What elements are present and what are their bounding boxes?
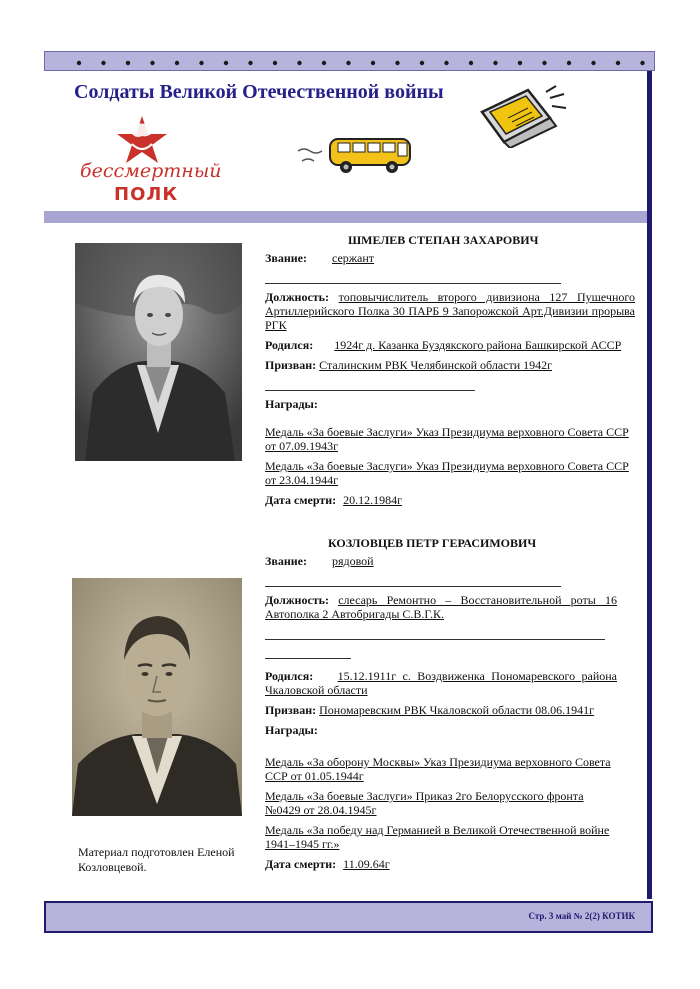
blank-line [265, 378, 475, 391]
dot-decoration [175, 61, 179, 65]
rank-field [265, 554, 617, 568]
position-value: слесарь Ремонтно – Восстановительной роты 16 Автополка 2 Автобригады С.В.Г.К. [265, 593, 617, 621]
drafted-field [265, 358, 635, 372]
footer-band [44, 901, 653, 933]
dot-decoration [469, 61, 473, 65]
drafted-label: Призван: [265, 703, 317, 717]
drafted-value: Пономаревским РВК Чкаловской области 08.06.1941г [319, 703, 595, 717]
award-item: Медаль «За победу над Германией в Великой Отечественной войне 1941–1945 гг.» [265, 823, 610, 851]
position-field [265, 290, 635, 332]
born-label: Родился: [265, 338, 314, 352]
drafted-value: Сталинским РВК Челябинской области 1942г [319, 358, 553, 372]
born-label: Родился: [265, 669, 314, 683]
rank-value: сержант [331, 251, 375, 265]
award-item: Медаль «За оборону Москвы» Указ Президиума верховного Совета ССР от 01.05.1944г [265, 755, 611, 783]
page-footer: Стр. 3 май № 2(2) КОТИК [528, 911, 635, 921]
dot-decoration [273, 61, 277, 65]
logo-text-regiment: ПОЛК [114, 184, 179, 205]
born-field [265, 338, 635, 352]
blank-line [265, 574, 561, 587]
portrait-photo [72, 578, 242, 816]
awards-label [265, 723, 617, 737]
portrait-photo [75, 243, 242, 461]
death-label: Дата смерти: [265, 857, 337, 871]
dot-decoration [322, 61, 326, 65]
awards-label [265, 397, 635, 411]
dot-decoration [640, 61, 644, 65]
blank-line [265, 646, 351, 659]
position-label: Должность: [265, 593, 330, 607]
dot-decoration [395, 61, 399, 65]
dot-decoration [126, 61, 130, 65]
rank-label: Звание: [265, 554, 307, 568]
position-value: топовычислитель второго дивизиона 127 Пушечного Артиллерийского Полка 30 ПАРБ 9 Запорожской Арт.Дивизии прорыва РГК [265, 290, 636, 332]
blank-line [265, 627, 605, 640]
logo-text-immortal: бессмертный [80, 160, 222, 182]
dots-decoration [45, 52, 654, 70]
position-label: Должность: [265, 290, 330, 304]
dot-decoration [248, 61, 252, 65]
rank-value: рядовой [331, 554, 374, 568]
death-field [265, 493, 635, 507]
header-divider-band [44, 211, 647, 223]
dot-decoration [346, 61, 350, 65]
person-details [265, 251, 635, 513]
dot-decoration [616, 61, 620, 65]
death-value: 11.09.64г [343, 857, 390, 871]
laptop-icon [476, 84, 572, 148]
bus-icon [296, 133, 414, 175]
drafted-label: Призван: [265, 358, 317, 372]
dot-decoration [150, 61, 154, 65]
drafted-field [265, 703, 617, 717]
dot-decoration [518, 61, 522, 65]
dot-decoration [77, 61, 81, 65]
born-field [265, 669, 617, 697]
blank-line [265, 271, 561, 284]
person-name: ШМЕЛЕВ СТЕПАН ЗАХАРОВИЧ [348, 233, 539, 247]
born-value: 1924г д. Казанка Буздякского района Башкирской АССР [334, 338, 622, 352]
death-value: 20.12.1984г [343, 493, 403, 507]
dot-decoration [420, 61, 424, 65]
dot-decoration [567, 61, 571, 65]
person-name: КОЗЛОВЦЕВ ПЕТР ГЕРАСИМОВИЧ [328, 536, 537, 550]
award-item: Медаль «За боевые Заслуги» Указ Президиума верховного Совета ССР от 23.04.1944г [265, 459, 629, 487]
dot-decoration [224, 61, 228, 65]
dot-decoration [542, 61, 546, 65]
dot-decoration [591, 61, 595, 65]
award-item: Медаль «За боевые Заслуги» Указ Президиума верховного Совета ССР от 07.09.1943г [265, 425, 629, 453]
dot-decoration [371, 61, 375, 65]
death-field [265, 857, 617, 871]
top-band [44, 51, 655, 71]
awards-label-text: Награды: [265, 397, 318, 411]
right-border-rule [647, 71, 652, 899]
position-field [265, 593, 617, 621]
dot-decoration [444, 61, 448, 65]
awards-label-text: Награды: [265, 723, 318, 737]
page-title: Солдаты Великой Отечественной войны [74, 81, 444, 103]
death-label: Дата смерти: [265, 493, 337, 507]
award-item: Медаль «За боевые Заслуги» Приказ 2го Белорусского фронта №0429 от 28.04.1945г [265, 789, 584, 817]
dot-decoration [297, 61, 301, 65]
dot-decoration [101, 61, 105, 65]
person-details [265, 554, 617, 877]
dot-decoration [199, 61, 203, 65]
born-value: 15.12.1911г с. Воздвиженка Пономаревского района Чкаловской области [265, 669, 617, 697]
dot-decoration [493, 61, 497, 65]
immortal-regiment-logo [72, 114, 222, 209]
prepared-by-note: Материал подготовлен Еленой Козловцевой. [78, 845, 235, 874]
rank-label: Звание: [265, 251, 307, 265]
rank-field [265, 251, 635, 265]
